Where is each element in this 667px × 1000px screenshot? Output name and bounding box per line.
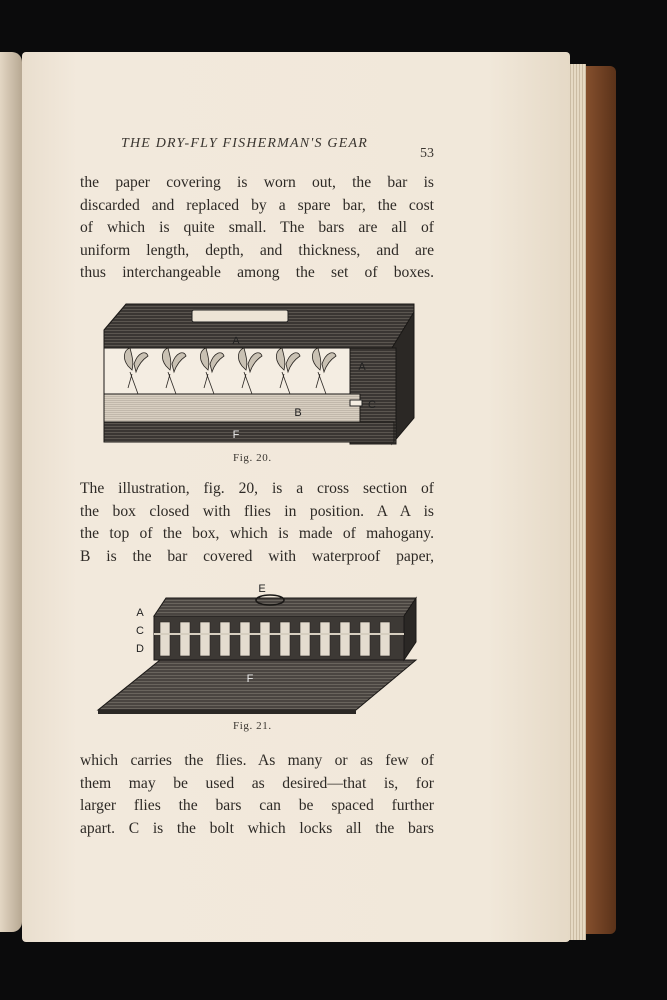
page-number: 53 (420, 146, 434, 161)
label-d: D (136, 643, 144, 655)
running-head: THE DRY-FLY FISHERMAN'S GEAR (121, 136, 368, 151)
paragraph-3 (80, 750, 434, 840)
text-line: apart. C is the bolt which locks all the bars (80, 819, 434, 837)
label-f: F (246, 673, 254, 685)
figure-20-caption: Fig. 20. (233, 452, 272, 464)
text-line: the box closed with flies in position. A A is (80, 502, 434, 520)
paragraph-1 (80, 172, 434, 285)
bolt (350, 400, 362, 406)
text-line: the paper covering is worn out, the bar is (80, 174, 434, 191)
figure-21-open-box (94, 582, 420, 718)
figure-20-fly-box (96, 300, 422, 450)
text-line: them may be used as desired—that is, for (80, 774, 434, 792)
text-line: the top of the box, which is made of mahogany. (80, 525, 434, 542)
label-a-top: A (232, 335, 240, 347)
text-line: larger flies the bars can be spaced further (80, 797, 434, 814)
paragraph-2 (80, 478, 434, 568)
box-base-edge (98, 710, 356, 714)
bars-top (154, 598, 416, 616)
label-c: C (368, 399, 376, 411)
text-line: of which is quite small. The bars are all of (80, 219, 434, 236)
label-a: A (136, 607, 144, 619)
text-line: The illustration, fig. 20, is a cross section of (80, 480, 434, 497)
label-b: B (294, 407, 302, 419)
label-c: C (136, 625, 144, 637)
text-line: uniform length, depth, and thickness, and are (80, 241, 434, 259)
left-page-edge (0, 52, 22, 932)
box-label-plate (192, 310, 288, 322)
text-line: thus interchangeable among the set of boxes. (80, 264, 434, 281)
box-base (98, 660, 416, 710)
label-f: F (232, 429, 240, 441)
text-line: discarded and replaced by a spare bar, the cost (80, 196, 434, 214)
text-line: which carries the flies. As many or as few of (80, 752, 434, 769)
figure-21-caption: Fig. 21. (233, 720, 272, 732)
label-e: E (258, 583, 266, 595)
fly-bar (104, 394, 360, 422)
text-line: B is the bar covered with waterproof paper, (80, 547, 434, 565)
box-floor (104, 422, 394, 442)
label-a-side: A (358, 361, 366, 373)
